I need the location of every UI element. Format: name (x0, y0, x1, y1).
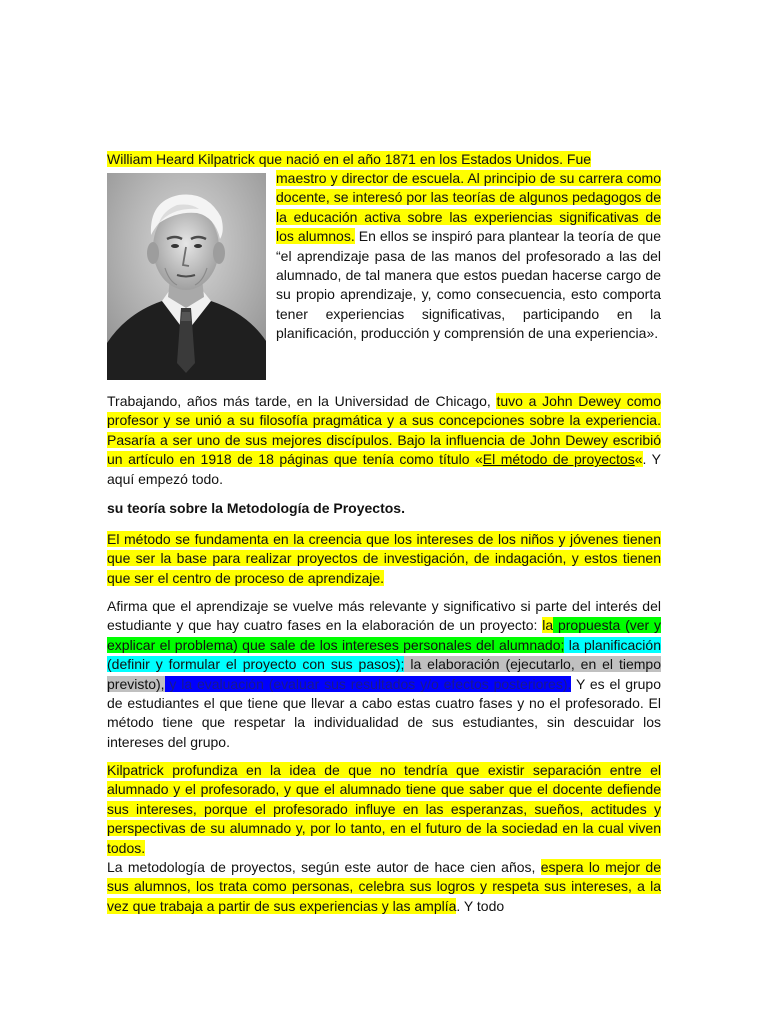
dewey-plain-intro: Trabajando, años más tarde, en la Universidad de Chicago, (107, 393, 497, 409)
kilpatrick-portrait-photo (107, 173, 266, 380)
section-heading: su teoría sobre la Metodología de Proyectos. (107, 500, 405, 516)
intro-first-line-text: William Heard Kilpatrick que nació en el año 1871 en los Estados Unidos. Fue (107, 151, 592, 167)
phase-proposal-text: propuesta (ver y explicar el problema) que sale de los intereses personales del alumnado; (107, 617, 661, 653)
method-basis-paragraph (107, 530, 661, 588)
metodo-proyectos-link[interactable]: El método de proyectos (482, 451, 635, 468)
method-basis-text: El método se fundamenta en la creencia que los intereses de los niños y jóvenes tienen que ser la base para realizar proyectos de investigación, de indagación, y estos tienen que ser el centro de proceso de aprendizaje. (107, 531, 661, 586)
dewey-highlighted-text: tuvo a John Dewey como profesor y se unió a su filosofía pragmática y a sus concepciones sobre la experiencia. Pasaría a ser uno de sus mejores discípulos. Bajo la influencia de John Dewey escribió un artículo en 1918 de 18 páginas que tenía como título « (107, 393, 661, 468)
closing-quote: « (634, 451, 643, 468)
intro-plain-text: En ellos se inspiró para plantear la teoría de que “el aprendizaje pasa de las manos del profesorado a las del alumnado, de tal manera que estos puedan hacerse cargo de su propio aprendizaje, y, como consecuencia, esto comporta tener experiencias significativas, participando en la planificación, producción y comprensión de una experiencia». (276, 228, 661, 342)
intro-wrapped-text (276, 169, 661, 344)
intro-highlighted-text: maestro y director de escuela. Al principio de su carrera como docente, se interesó por las teorías de algunos pedagogos de la educación activa sobre las experiencias significativas de los alumnos. (276, 170, 661, 245)
metodologia-trailing-text: . Y todo (456, 897, 505, 914)
phase-la-text: la (542, 617, 554, 634)
phase-elaboration-text: la elaboración (ejecutarlo, en el tiempo previsto), (107, 656, 661, 692)
metodologia-block (107, 858, 661, 916)
phase-evaluation-text: y la evaluación (evaluar sus resultados y/o efectos posteriores). (164, 675, 572, 692)
kilpatrick-highlighted-text: Kilpatrick profundiza en la idea de que no tendría que existir separación entre el alumnado y el profesorado, y que el alumnado tiene que saber que el docente defiende sus intereses, porque el profesorado influye en las esperanzas, sueños, actitudes y perspectivas de su alumnado y, por lo tanto, en el futuro de la sociedad en la cual viven todos. (107, 762, 661, 856)
phases-intro-text: Afirma que el aprendizaje se vuelve más relevante y significativo si parte del interés del estudiante y que hay cuatro fases en la elaboración de un proyecto: (107, 598, 661, 634)
phase-planning-text: la planificación (definir y formular el proyecto con sus pasos); (107, 636, 661, 673)
dewey-plain-end: . Y aquí empezó todo. (107, 451, 661, 487)
metodologia-highlighted-text: espera lo mejor de sus alumnos, los trata como personas, celebra sus logros y respeta sus intereses, a la vez que trabaja a partir de sus experiencias y las amplía (107, 859, 662, 914)
phases-paragraph (107, 597, 661, 752)
intro-first-line (107, 150, 661, 169)
dewey-paragraph (107, 392, 661, 489)
kilpatrick-block (107, 761, 661, 858)
metodologia-plain-text: La metodología de proyectos, según este autor de hace cien años, (107, 859, 541, 876)
kilpatrick-paragraph (107, 761, 661, 916)
phases-closing-text: Y es el grupo de estudiantes el que tiene que llevar a cabo estas cuatro fases y no el profesorado. El método tiene que respetar la individualidad de sus estudiantes, sin descuidar los intereses del grupo. (107, 675, 661, 750)
